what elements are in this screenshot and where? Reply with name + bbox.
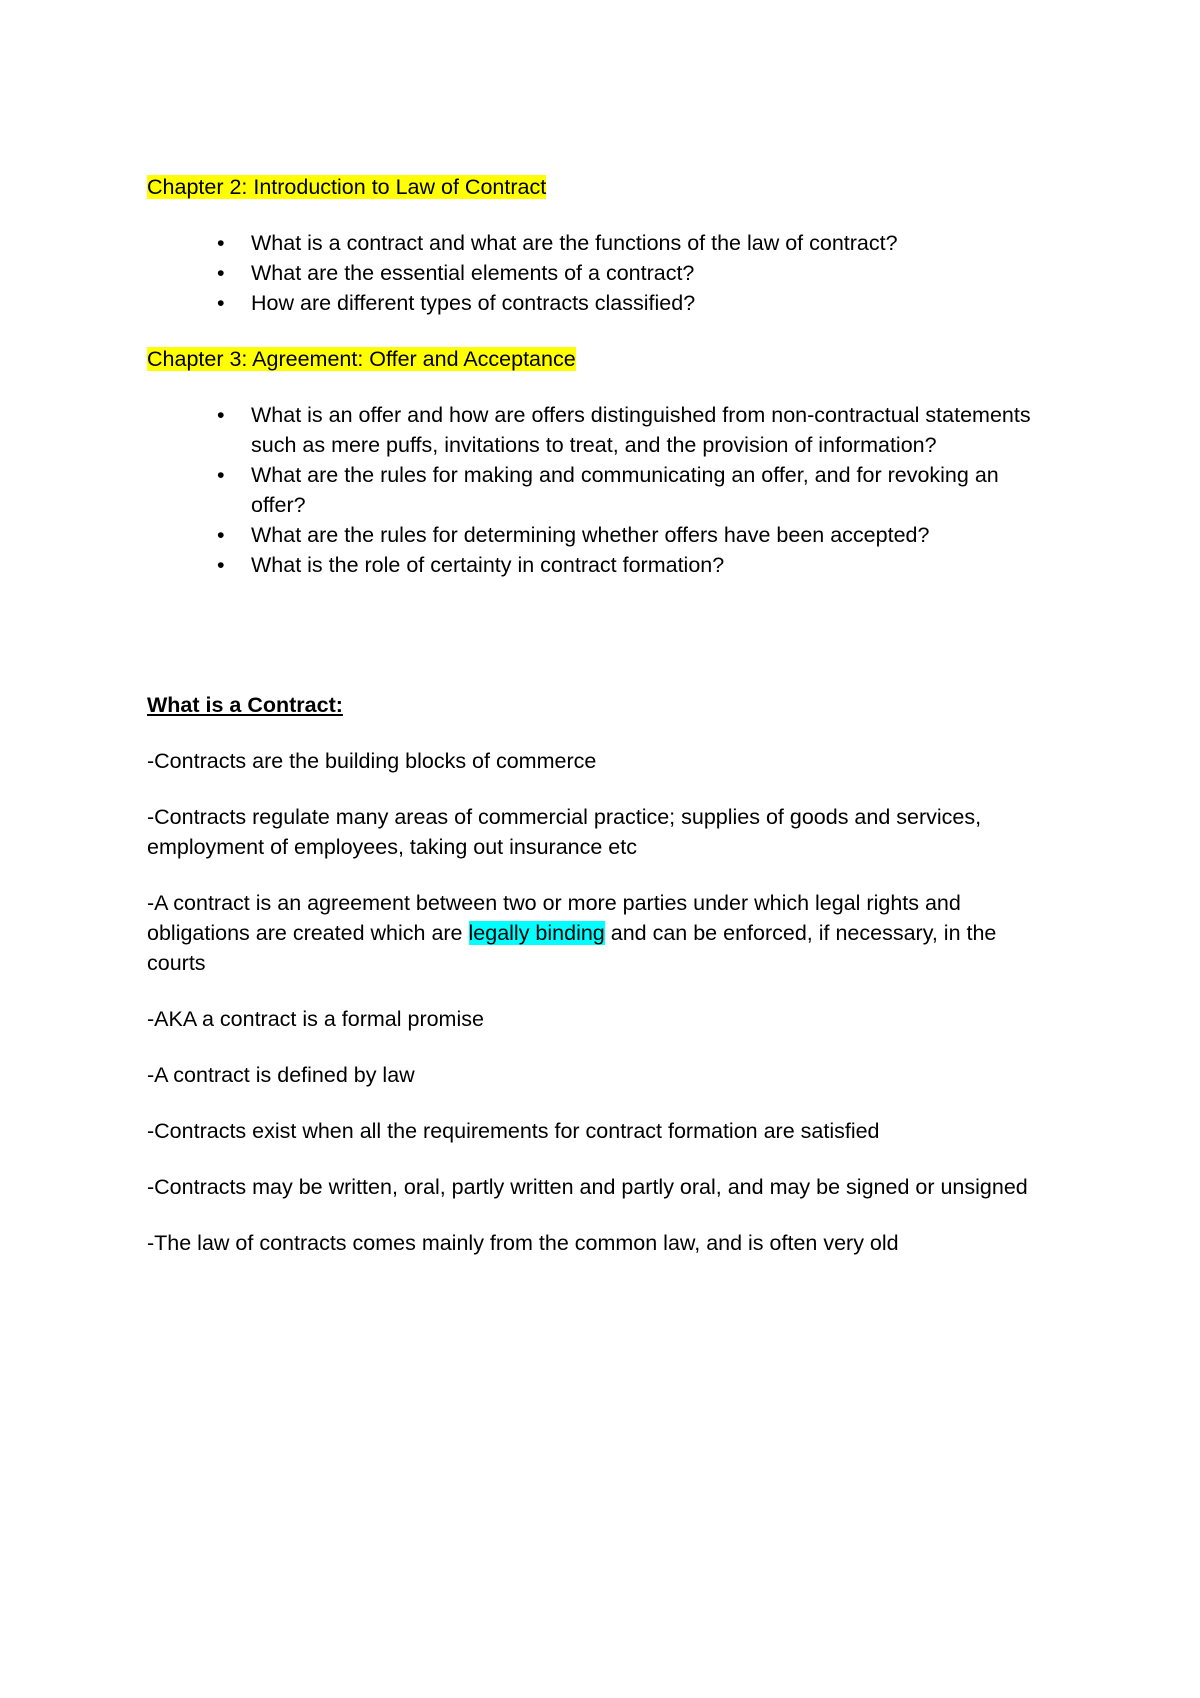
note-paragraph: -Contracts are the building blocks of commerce xyxy=(147,749,597,773)
note-paragraph: -Contracts regulate many areas of commercial practice; supplies of goods and services, employment of employees, taking out insurance etc xyxy=(147,805,982,859)
document-body xyxy=(147,172,1047,1258)
question-text: How are different types of contracts classified? xyxy=(251,291,696,315)
bullet-icon: • xyxy=(217,231,225,255)
chapter-2-heading xyxy=(147,172,1047,202)
note-text: and can be enforced, if necessary, in the courts xyxy=(147,921,997,975)
question-text: What are the essential elements of a contract? xyxy=(251,261,695,285)
note-paragraph: -The law of contracts comes mainly from the common law, and is often very old xyxy=(147,1231,899,1255)
bullet-icon: • xyxy=(217,403,225,427)
list-item xyxy=(147,550,1047,580)
list-item xyxy=(147,460,1047,520)
list-item xyxy=(147,400,1047,460)
bullet-icon: • xyxy=(217,553,225,577)
spacer xyxy=(147,606,1047,690)
question-text: What are the rules for making and communicating an offer, and for revoking an offer? xyxy=(251,463,999,517)
chapter-2-questions xyxy=(147,228,1047,318)
list-item xyxy=(147,228,1047,258)
note-paragraph: -Contracts exist when all the requirements for contract formation are satisfied xyxy=(147,1119,880,1143)
question-text: What is an offer and how are offers distinguished from non-contractual statements such as mere puffs, invitations to treat, and the provision of information? xyxy=(251,403,1031,457)
chapter-3-heading xyxy=(147,344,1047,374)
list-item xyxy=(147,520,1047,550)
bullet-icon: • xyxy=(217,523,225,547)
note-paragraph: -A contract is defined by law xyxy=(147,1063,415,1087)
question-text: What are the rules for determining whether offers have been accepted? xyxy=(251,523,930,547)
list-item xyxy=(147,288,1047,318)
bullet-icon: • xyxy=(217,463,225,487)
bullet-icon: • xyxy=(217,291,225,315)
bullet-icon: • xyxy=(217,261,225,285)
section-title: What is a Contract: xyxy=(147,693,343,717)
note-paragraph xyxy=(147,888,1047,978)
highlighted-term: legally binding xyxy=(468,921,605,945)
question-text: What is a contract and what are the functions of the law of contract? xyxy=(251,231,898,255)
question-text: What is the role of certainty in contract formation? xyxy=(251,553,725,577)
list-item xyxy=(147,258,1047,288)
note-text: -A contract is an agreement between two or more parties under which legal rights and obligations are created which are xyxy=(147,891,961,945)
note-paragraph: -AKA a contract is a formal promise xyxy=(147,1007,484,1031)
note-paragraph: -Contracts may be written, oral, partly written and partly oral, and may be signed or unsigned xyxy=(147,1175,1028,1199)
chapter-3-title: Chapter 3: Agreement: Offer and Acceptance xyxy=(147,347,576,371)
chapter-3-questions xyxy=(147,400,1047,580)
chapter-2-title: Chapter 2: Introduction to Law of Contract xyxy=(147,175,547,199)
